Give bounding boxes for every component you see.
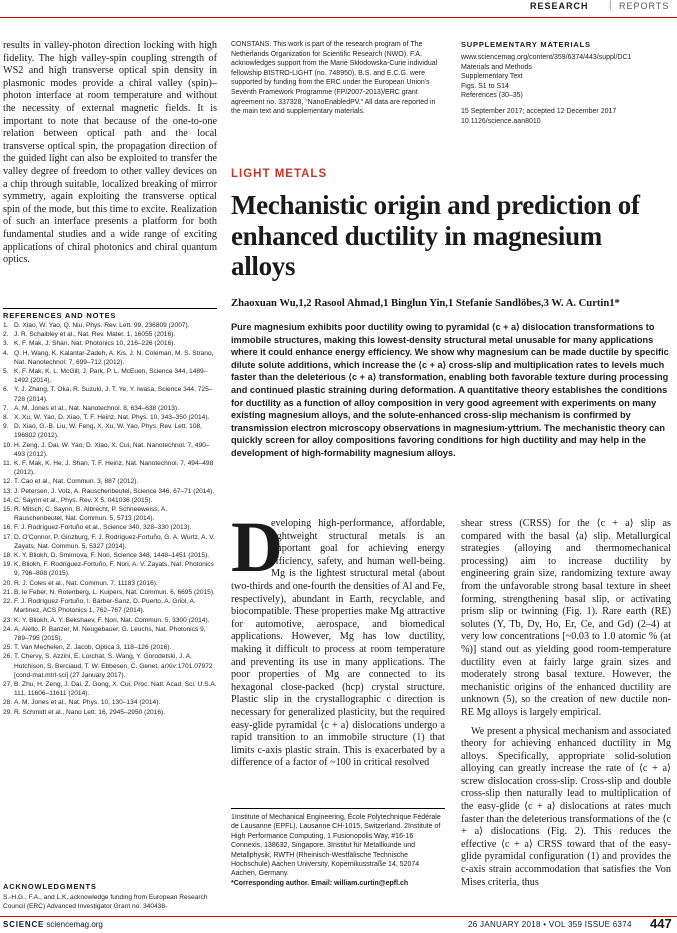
- topic-label: LIGHT METALS: [231, 168, 328, 180]
- reference-text: K. Y. Bliokh, A. Y. Bekshaev, F. Nori, Nat. Commun. 5, 3300 (2014).: [14, 616, 210, 624]
- doi[interactable]: 10.1126/science.aan8010: [461, 117, 541, 125]
- body-paragraph: We present a physical mechanism and associated theory for achieving enhanced ductility in Mg alloys. Specifically, appropriate solid-solution alloying can greatly increase the rate of ⟨c + a⟩ screw dislocation cross-slip. Cross-slip and double cross-slip then naturally lead to multiplication of the easy-glide ⟨c + a⟩ dislocations at rates much faster than the deleterious transformations of the ⟨c + a⟩ dislocations (Fig. 2). This reduces the effective ⟨c + a⟩ CRSS toward that of the easy-glide pyramidal configuration (1) and provides the c-axis strain accommodation that satisfies the Von Mises criteria, thus: [461, 725, 671, 888]
- body-intro: D eveloping high-performance, affordable, lightweight structural metals is an important goal for achieving energy efficiency, safety, and human well-being. Mg is the lightest structural metal (about two-thirds and one-fourth the densities of Al and Fe, respectively), abundant in Earth, recyclable, and biocompatible. These properties make Mg attractive for automotive, aerospace, and biomedical applications. However, Mg has low ductility, making it difficult to process at room temperature and preventing its use in many applications. The poor properties of Mg are connected to its hexagonal close-packed (hcp) crystal structure. Plastic slip in the crystallographic c direction is necessary for generalized plasticity, but the required easy-glide pyramidal ⟨c + a⟩ dislocations undergo a rapid transition to an immobile structure (1) that limits c-axis plastic strain. This is exacerbated by a difference of a factor of ~100 in critical resolved: [231, 507, 445, 769]
- supplementary-block: [461, 53, 671, 126]
- reference-item: [3, 523, 217, 532]
- reference-text: A. Aiello, P. Banzer, M. Neugebauer, G. Leuchs, Nat. Photonics 9, 789–795 (2015).: [14, 625, 206, 642]
- reference-text: K. F. Mak, K. He, J. Shan, T. F. Heinz, Nat. Nanotechnol. 7, 494–498 (2012).: [14, 460, 214, 477]
- reference-number: 13.: [3, 487, 13, 495]
- reference-item: [3, 680, 217, 698]
- reference-text: D. Xiao, G.-B. Liu, W. Feng, X. Xu, W. Yao, Phys. Rev. Lett. 108, 196802 (2012).: [14, 423, 203, 440]
- affiliations-rule: [231, 808, 445, 809]
- reference-text: T. Chervy, S. Azzini, E. Lorchat, S. Wang, Y. Gorodetski, J. A. Hutchison, S. Berciaud, T. W. Ebbesen, C. Genet, arXiv:1701.07972 [cond-mat.mtrl-sci] (27 January 2017).: [14, 653, 213, 679]
- reference-item: [3, 349, 217, 367]
- section-label: RESEARCH: [530, 1, 589, 11]
- journal-name: SCIENCE: [3, 920, 45, 929]
- reference-item: [3, 487, 217, 496]
- reference-number: 1.: [3, 322, 9, 329]
- reference-text: Q. H. Wang, K. Kalantar-Zadeh, A. Kis, J. N. Coleman, M. S. Strano, Nat. Nanotechnol. 7, 699–712 (2012).: [14, 349, 214, 366]
- reference-text: A. M. Jones et al., Nat. Nanotechnol. 8, 634–638 (2013).: [14, 404, 179, 412]
- reference-item: [3, 579, 217, 588]
- footer-journal: [3, 920, 103, 929]
- reference-item: [3, 413, 217, 422]
- author-list: Zhaoxuan Wu,1,2 Rasool Ahmad,1 Binglun Yin,1 Stefanie Sandlöbes,3 W. A. Curtin1*: [231, 298, 620, 309]
- affiliations: [231, 813, 445, 888]
- reference-number: 23.: [3, 616, 13, 624]
- reference-text: K. Y. Bliokh, D. Smirnova, F. Nori, Science 348, 1448–1451 (2015).: [14, 552, 210, 560]
- left-column-text: [3, 40, 217, 267]
- page-number: 447: [650, 916, 672, 931]
- body-column-middle: [231, 507, 445, 770]
- reference-item: [3, 616, 217, 625]
- reference-number: 15.: [3, 506, 13, 514]
- reference-text: K. Bliokh, F. Rodríguez-Fortuño, F. Nori, A. V. Zayats, Nat. Photonics 9, 796–808 (2015).: [14, 561, 214, 578]
- reference-number: 9.: [3, 423, 9, 431]
- references-heading: REFERENCES AND NOTES: [3, 311, 117, 320]
- reference-number: 11.: [3, 460, 12, 468]
- reference-number: 24.: [3, 625, 13, 633]
- reference-text: D. Xiao, W. Yao, Q. Niu, Phys. Rev. Lett. 99, 236809 (2007).: [14, 322, 190, 329]
- reference-number: 26.: [3, 653, 13, 661]
- reference-item: [3, 643, 217, 652]
- header-rule: [0, 17, 677, 18]
- received-dates: 15 September 2017; accepted 12 December 2017: [461, 107, 617, 115]
- acknowledgments-text: S.-H.G., F.A., and L.K. acknowledge funding from European Research Council (ERC) Advanced Investigator Grant no. 340438-: [3, 894, 208, 911]
- reference-number: 21.: [3, 588, 13, 596]
- reference-text: A. M. Jones et al., Nat. Phys. 10, 130–134 (2014).: [14, 699, 161, 707]
- reference-text: D. O'Connor, P. Ginzburg, F. J. Rodríguez-Fortuño, G. A. Wurtz, A. V. Zayats, Nat. Commun. 5, 5327 (2014).: [14, 533, 215, 550]
- reference-number: 4.: [3, 349, 9, 357]
- reference-text: T. Cao et al., Nat. Commun. 3, 887 (2012).: [14, 478, 139, 486]
- footer-rule: [0, 916, 677, 917]
- reference-item: [3, 560, 217, 578]
- reference-number: 8.: [3, 414, 9, 422]
- reference-item: [3, 588, 217, 597]
- reference-item: [3, 597, 217, 615]
- header-separator: |: [609, 0, 612, 11]
- reference-text: Y. J. Zhang, T. Oka, R. Suzuki, J. T. Ye, Y. Iwasa, Science 344, 725–728 (2014).: [14, 386, 213, 403]
- reference-text: J. Petersen, J. Volz, A. Rauschenbeutel, Science 346, 67–71 (2014).: [14, 487, 215, 495]
- reference-item: [3, 422, 217, 440]
- reference-item: [3, 367, 217, 385]
- body-column-right: [461, 518, 671, 889]
- abstract: Pure magnesium exhibits poor ductility owing to pyramidal ⟨c + a⟩ dislocation transformations to immobile structures, making this lowest-density structural metal unusable for many applications where it could enhance energy efficiency. We show why magnesium can be made ductile by specific dilute solute additions, which increase the ⟨c + a⟩ cross-slip and multiplication rates to levels much faster than the deleterious ⟨c + a⟩ transformation, enabling both favorable texture during processing and continued plastic straining during deformation. A quantitative theory establishes the conditions for ductility as a function of alloy composition in very good agreement with experiments on many existing magnesium alloys, and the solute-enhanced cross-slip mechanism is confirmed by transmission electron microscopy observations in magnesium-yttrium. The mechanistic theory can quickly screen for alloy compositions favoring conditions for high ductility and may help in the development of high-formability magnesium alloys.: [231, 322, 669, 458]
- subsection-label: REPORTS: [619, 1, 670, 11]
- drop-cap: D: [231, 507, 283, 587]
- footer-issue: 26 JANUARY 2018 • VOL 359 ISSUE 6374: [468, 920, 632, 929]
- reference-text: T. Van Mechelen, Z. Jacob, Optica 3, 118–126 (2016).: [14, 644, 172, 652]
- reference-number: 25.: [3, 644, 13, 652]
- reference-number: 12.: [3, 478, 13, 486]
- reference-text: R. J. Coles et al., Nat. Commun. 7, 11183 (2016).: [14, 579, 158, 587]
- supplementary-line: Materials and Methods: [461, 63, 532, 71]
- supplementary-heading: SUPPLEMENTARY MATERIALS: [461, 40, 591, 49]
- reference-text: X. Xu, W. Yao, D. Xiao, T. F. Heinz, Nat. Phys. 10, 343–350 (2014).: [14, 414, 210, 422]
- reference-number: 14.: [3, 496, 13, 504]
- reference-number: 16.: [3, 524, 13, 532]
- reference-text: B. le Feber, N. Rotenberg, L. Kuipers, Nat. Commun. 6, 6695 (2015).: [14, 588, 215, 596]
- reference-item: [3, 477, 217, 486]
- supplementary-link[interactable]: www.sciencemag.org/content/359/6374/443/suppl/DC1: [461, 54, 632, 61]
- reference-number: 2.: [3, 331, 9, 339]
- supplementary-line: Supplementary Text: [461, 73, 523, 81]
- reference-item: [3, 698, 217, 707]
- reference-item: [3, 496, 217, 505]
- reference-item: [3, 652, 217, 680]
- reference-number: 10.: [3, 441, 13, 449]
- reference-item: [3, 330, 217, 339]
- reference-item: [3, 321, 217, 330]
- reference-number: 29.: [3, 708, 13, 716]
- affiliation-text: 1Institute of Mechanical Engineering, École Polytechnique Fédérale de Lausanne (EPFL), Lausanne CH-1015, Switzerland. 2Institute of High Performance Computing, 1 Fusionopolis Way, #16-16 Connexis, 138632, Singapore. 3Institut für Metallkunde und Metallphysik, RWTH (Rheinisch-Westfälische Technische Hochschule) Aachen University, Kopernikusstraße 14, 52074 Aachen, Germany.: [231, 814, 441, 878]
- reference-text: C. Sayrin et al., Phys. Rev. X 5, 041036 (2015).: [14, 496, 153, 504]
- references-rule: [3, 308, 217, 309]
- reference-text: H. Zeng, J. Dai, W. Yao, D. Xiao, X. Cui, Nat. Nanotechnol. 7, 490–493 (2012).: [14, 441, 210, 458]
- reference-text: F. J. Rodríguez-Fortuño, I. Barber-Sanz, D. Puerto, A. Griol, A. Martinez, ACS Photonics 1, 762–767 (2014).: [14, 598, 196, 615]
- reference-text: R. Schmidt et al., Nano Lett. 16, 2945–2950 (2016).: [14, 708, 166, 716]
- references-list: [3, 321, 217, 717]
- reference-item: [3, 459, 217, 477]
- reference-item: [3, 505, 217, 523]
- left-paragraph: results in valley-photon direction locking with high fidelity. The high valley-spin coupling strength of WS2 and high transverse optical spin density in plasmonic modes provide a chiral valley (spin)–photon interface at room temperature and without the necessity of external magnetic fields. It is important to note that because of the one-to-one relation between optical path and the local transverse optical spin, the propagation direction of the guided light can also be exploited to transfer the valley degree of freedom to other valley devices on a chip through suitable, localized breaking of mirror symmetry, again exploiting the transverse optical spin of the mode, but this time to excite. Realization of such an interface presents a platform for both fundamental studies and a wide range of exciting applications of chiral photonics and chiral quantum optics.: [3, 40, 217, 266]
- reference-item: [3, 441, 217, 459]
- reference-text: J. R. Schaibley et al., Nat. Rev. Mater. 1, 16055 (2016).: [14, 331, 176, 339]
- page-header: [0, 0, 677, 14]
- reference-text: K. F. Mak, J. Shan, Nat. Photonics 10, 216–226 (2016).: [14, 340, 176, 348]
- reference-item: [3, 551, 217, 560]
- funding-text: CONSTANS. This work is part of the research program of The Netherlands Organization for Scientific Research (NWO). F.A. acknowledges support from the Marie Skłodowska-Curie individual fellowship BISTRO-LIGHT (no. 748950). B.S. and E.C.G. were supported by funding from the ERC under the European Union's Seventh Framework Programme (FP/2007-2013)/ERC grant agreement no. 337328, “NanoEnabledPV.” All data are reported in the main text and supplementary materials.: [231, 41, 438, 116]
- reference-number: 27.: [3, 680, 13, 688]
- corresponding-author[interactable]: *Corresponding author. Email: william.curtin@epfl.ch: [231, 879, 409, 887]
- reference-item: [3, 533, 217, 551]
- article-title: Mechanistic origin and prediction of enhanced ductility in magnesium alloys: [231, 190, 640, 281]
- reference-number: 7.: [3, 404, 9, 412]
- reference-number: 5.: [3, 368, 9, 376]
- reference-text: R. Mitsch, C. Sayrin, B. Albrecht, P. Schneeweiss, A. Rauschenbeutel, Nat. Commun. 5, 5713 (2014).: [14, 506, 168, 523]
- supplementary-line: Figs. S1 to S14: [461, 82, 509, 90]
- reference-number: 20.: [3, 579, 13, 587]
- reference-item: [3, 385, 217, 403]
- reference-number: 17.: [3, 533, 13, 541]
- reference-item: [3, 404, 217, 413]
- reference-number: 6.: [3, 386, 9, 394]
- reference-number: 19.: [3, 561, 13, 569]
- reference-text: B. Zhu, H. Zeng, J. Dai, Z. Gong, X. Cui, Proc. Natl. Acad. Sci. U.S.A. 111, 11606–11611 (2014).: [14, 680, 217, 698]
- reference-number: 3.: [3, 340, 9, 348]
- journal-site[interactable]: sciencemag.org: [46, 920, 103, 929]
- reference-text: F. J. Rodríguez-Fortuño et al., Science 340, 328–330 (2013).: [14, 524, 192, 532]
- reference-item: [3, 708, 217, 717]
- reference-item: [3, 339, 217, 348]
- reference-number: 18.: [3, 552, 13, 560]
- body-paragraph: shear stress (CRSS) for the ⟨c + a⟩ slip as compared with the basal ⟨a⟩ slip. Metallurgical strategies (alloying and thermomechanical processing) aim to increase ductility by engineering grain size, randomizing texture away from the unfavorable strong basal texture in sheet forming, strengthening basal slip, or activating prism slip or twinning (Fig. 1). Rare earth (RE) solutes (Y, Tb, Dy, Ho, Er, Ce, and Gd) (2–4) at very low concentrations [~0.03 to 1.0 atomic % (at %)] stand out as yielding good room-temperature ductility even at fairly large grain sizes and moderately strong basal texture. However, the mechanistic origins of the enhanced ductility are unknown (5), so the creation of new ductile non-RE Mg alloys is largely empirical.: [461, 518, 671, 718]
- supplementary-line: References (30–35): [461, 92, 523, 100]
- reference-number: 28.: [3, 699, 13, 707]
- acknowledgments-heading: ACKNOWLEDGMENTS: [3, 882, 97, 891]
- reference-item: [3, 625, 217, 643]
- reference-text: K. F. Mak, K. L. McGill, J. Park, P. L. McEuen, Science 344, 1489–1492 (2014).: [14, 368, 208, 385]
- reference-number: 22.: [3, 598, 13, 606]
